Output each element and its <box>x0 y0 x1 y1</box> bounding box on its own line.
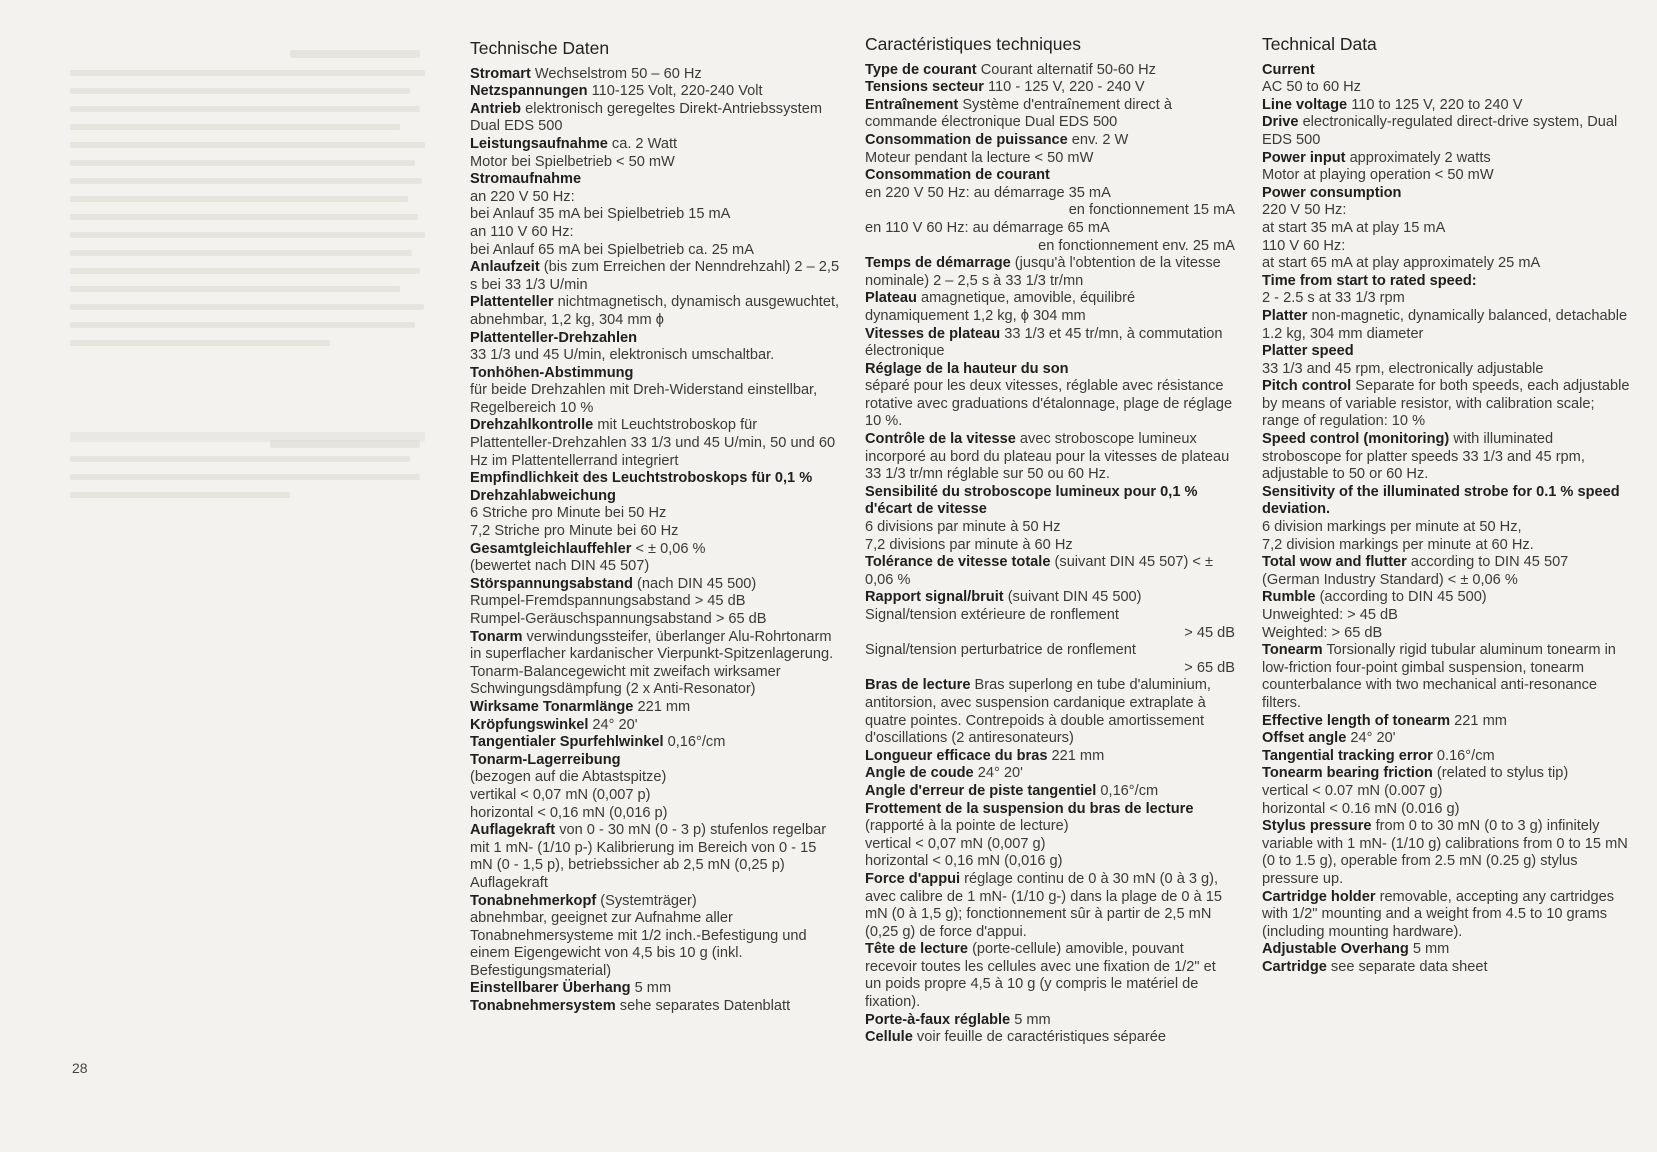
spec-entry <box>865 589 1235 607</box>
spec-value-line: en fonctionnement env. 25 mA <box>1038 237 1235 254</box>
spec-entry <box>470 101 840 136</box>
spec-entry <box>470 822 840 892</box>
spec-value-line: Moteur pendant la lecture < 50 mW <box>865 149 1094 166</box>
spec-entry <box>1262 554 1632 572</box>
spec-entry <box>865 361 1235 379</box>
spec-key: Plattenteller <box>470 294 554 311</box>
spec-entry <box>865 765 1235 783</box>
spec-entry <box>865 554 1235 589</box>
spec-value-line: (German Industry Standard) < ± 0,06 % <box>1262 571 1518 588</box>
spec-entry <box>1262 431 1632 484</box>
spec-key: Plattenteller-Drehzahlen <box>470 329 638 346</box>
spec-key: Rumble <box>1262 589 1316 606</box>
spec-key: Kröpfungswinkel <box>470 716 589 733</box>
spec-value: removable, accepting any cartridges with 1/2" mounting and a weight from 4.5 to 10 grams (including mounting hardware). <box>1262 888 1615 940</box>
spec-value: 24° 20' <box>1346 730 1396 747</box>
spec-key: Tangential tracking error <box>1262 747 1433 764</box>
spec-key: Tangentialer Spurfehlwinkel <box>470 734 664 751</box>
spec-key: Stromaufnahme <box>470 171 582 188</box>
spec-entry <box>1262 959 1632 977</box>
spec-value-line: bei Anlauf 65 mA bei Spielbetrieb ca. 25 mA <box>470 241 754 258</box>
spec-value-line: vertical < 0.07 mN (0.007 g) <box>1262 782 1443 799</box>
spec-key: Leistungsaufnahme <box>470 135 608 152</box>
spec-value: elektronisch geregeltes Direkt-Antriebssystem Dual EDS 500 <box>470 100 822 135</box>
spec-value-line: 7,2 division markings per minute at 60 Hz. <box>1262 536 1534 553</box>
spec-entry <box>470 541 840 559</box>
spec-value: (suivant DIN 45 507) < ± 0,06 % <box>865 554 1214 588</box>
spec-entry <box>1262 97 1632 115</box>
column-title: Technische Daten <box>470 38 610 58</box>
spec-value: 24° 20' <box>973 765 1023 782</box>
spec-value-line: Motor at playing operation < 50 mW <box>1262 167 1494 184</box>
spec-value: (nach DIN 45 500) <box>632 575 757 592</box>
spec-value: Separate for both speeds, each adjustable by means of variable resistor, with calibration scale; range of regulation: 10 % <box>1262 378 1630 430</box>
spec-key: Angle de coude <box>865 765 974 782</box>
spec-value-line: bei Anlauf 35 mA bei Spielbetrieb 15 mA <box>470 206 731 223</box>
spec-value: 5 mm <box>1010 1011 1051 1028</box>
spec-entry <box>470 752 840 770</box>
spec-entry <box>865 290 1235 325</box>
spec-entry <box>1262 308 1632 343</box>
spec-key: Entraînement <box>865 96 959 113</box>
spec-value: verwindungssteifer, überlanger Alu-Rohrtonarm in superflacher kardanischer Vierpunkt-Spitzenlagerung. Tonarm-Balancegewicht mit zweifach wirksamer Schwingungsdämpfung (2 x Anti-Resonator) <box>470 628 834 698</box>
spec-entry <box>1262 273 1632 291</box>
spec-key: Sensibilité du stroboscope lumineux pour 0,1 % d'écart de vitesse <box>865 483 1198 518</box>
spec-entry <box>1262 889 1632 942</box>
spec-entry <box>865 255 1235 290</box>
spec-entry <box>1262 642 1632 712</box>
spec-key: Empfindlichkeit des Leuchtstroboskops für 0,1 % Drehzahlabweichung <box>470 470 813 504</box>
column-title: Caractéristiques techniques <box>865 34 1081 54</box>
spec-key: Cartridge <box>1262 958 1327 975</box>
spec-entry <box>865 431 1235 484</box>
spec-entry <box>865 484 1235 519</box>
spec-key: Platter speed <box>1262 343 1354 360</box>
spec-value: from 0 to 30 mN (0 to 3 g) infinitely variable with 1 mN- (1/10 g) calibrations from 0 to 15 mN (0 to 1.5 g), operable from 2.5 mN (0.25 g) stylus pressure up. <box>1262 818 1628 887</box>
spec-value: with illuminated stroboscope for platter speeds 33 1/3 and 45 rpm, adjustable to 50 or 60 Hz. <box>1262 431 1585 483</box>
spec-key: Porte-à-faux réglable <box>865 1011 1011 1028</box>
spec-key: Force d'appui <box>865 870 961 887</box>
spec-entry <box>1262 748 1632 766</box>
spec-value: von 0 - 30 mN (0 - 3 p) stufenlos regelbar mit 1 mN- (1/10 p-) Kalibrierung im Bereich von 0 - 15 mN (0 - 1,5 p), betriebssicher ab 2,5 mN (0,25 p) Auflagekraft <box>470 822 827 891</box>
spec-value: sehe separates Datenblatt <box>615 998 791 1015</box>
spec-key: Drive <box>1262 114 1299 131</box>
spec-entry <box>1262 62 1632 80</box>
spec-entry <box>865 941 1235 1011</box>
spec-value: réglage continu de 0 à 30 mN (0 à 3 g), avec calibre de 1 mN- (1/10 g-) dans la plage de 0 à 15 mN (0 à 1,5 g); fonctionnement sûr à partir de 2,5 mN (0,25 g) de force d'appui. <box>865 870 1222 940</box>
spec-key: Time from start to rated speed: <box>1262 272 1477 289</box>
spec-entry <box>470 998 840 1016</box>
spec-entry <box>1262 818 1632 888</box>
spec-value: see separate data sheet <box>1326 958 1488 975</box>
spec-entry <box>865 132 1235 150</box>
spec-entry <box>470 717 840 735</box>
spec-key: Rapport signal/bruit <box>865 589 1004 606</box>
spec-key: Effective length of tonearm <box>1262 712 1451 729</box>
spec-key: Tonarm-Lagerreibung <box>470 751 621 768</box>
spec-value: 110-125 Volt, 220-240 Volt <box>587 83 763 100</box>
spec-entry <box>470 136 840 154</box>
spec-entry <box>470 83 840 101</box>
spec-key: Sensitivity of the illuminated strobe for 0.1 % speed deviation. <box>1262 483 1620 518</box>
spec-value-line: (bewertet nach DIN 45 507) <box>470 558 650 575</box>
spec-value-line: > 45 dB <box>1184 624 1235 641</box>
spec-value: 0,16°/cm <box>663 734 726 751</box>
spec-key: Bras de lecture <box>865 677 971 694</box>
spec-value: Torsionally rigid tubular aluminum tonearm in low-friction four-point gimbal suspension, tonearm counterbalance with two mechanical anti-resonance filters. <box>1262 642 1616 711</box>
spec-key: Consommation de puissance <box>865 131 1068 148</box>
spec-key: Offset angle <box>1262 730 1347 747</box>
spec-value-line: 7,2 Striche pro Minute bei 60 Hz <box>470 523 679 540</box>
spec-entry <box>865 1012 1235 1030</box>
spec-value: (suivant DIN 45 500) <box>1003 589 1142 606</box>
spec-key: Type de courant <box>865 61 977 78</box>
spec-value: (related to stylus tip) <box>1432 765 1569 782</box>
spec-key: Drehzahlkontrolle <box>470 417 594 434</box>
spec-key: Speed control (monitoring) <box>1262 431 1450 448</box>
spec-value-line: horizontal < 0.16 mN (0.016 g) <box>1262 800 1460 817</box>
spec-key: Longueur efficace du bras <box>865 747 1048 764</box>
spec-key: Pitch control <box>1262 378 1352 395</box>
spec-key: Tonarm <box>470 628 523 645</box>
spec-value: 24° 20' <box>588 716 638 733</box>
spec-key: Tonearm bearing friction <box>1262 765 1433 782</box>
spec-key: Anlaufzeit <box>470 259 540 276</box>
spec-value: voir feuille de caractéristiques séparée <box>912 1029 1166 1046</box>
spec-entry <box>865 1029 1235 1047</box>
spec-entry <box>1262 114 1632 149</box>
spec-value-line: Motor bei Spielbetrieb < 50 mW <box>470 153 675 170</box>
spec-entry <box>470 734 840 752</box>
spec-key: Power consumption <box>1262 184 1402 201</box>
column-english <box>1262 36 1632 976</box>
spec-key: Plateau <box>865 290 917 307</box>
spec-entry <box>865 871 1235 941</box>
spec-key: Netzspannungen <box>470 83 588 100</box>
spec-key: Consommation de courant <box>865 167 1050 184</box>
column-german <box>470 40 840 1016</box>
spec-value: env. 2 W <box>1067 131 1129 148</box>
spec-value: 33 1/3 et 45 tr/mn, à commutation électronique <box>865 325 1223 360</box>
spec-value-line: Rumpel-Geräuschspannungsabstand > 65 dB <box>470 611 767 627</box>
spec-key: Stylus pressure <box>1262 818 1372 835</box>
spec-value-line: vertical < 0,07 mN (0,007 g) <box>865 835 1046 852</box>
spec-value-line: horizontal < 0,16 mN (0,016 p) <box>470 804 668 821</box>
spec-key: Frottement de la suspension du bras de lecture <box>865 800 1194 817</box>
spec-value: electronically-regulated direct-drive system, Dual EDS 500 <box>1262 114 1618 148</box>
page-number: 28 <box>72 1060 88 1076</box>
spec-value: amagnetique, amovible, équilibré dynamiquement 1,2 kg, ϕ 304 mm <box>865 290 1136 324</box>
column-title: Technical Data <box>1262 34 1377 54</box>
spec-key: Current <box>1262 61 1315 78</box>
spec-value: avec stroboscope lumineux incorporé au bord du plateau pour la vitesses de plateau 33 1/3 tr/mn réglable sur 50 ou 60 Hz. <box>865 431 1230 483</box>
faded-previous-page-column <box>70 40 430 1040</box>
spec-value: 5 mm <box>1408 941 1450 958</box>
spec-key: Wirksame Tonarmlänge <box>470 698 634 715</box>
spec-entry <box>470 893 840 911</box>
column-french <box>865 36 1235 1047</box>
spec-value-line: Rumpel-Fremdspannungsabstand > 45 dB <box>470 593 746 610</box>
spec-value-line: 6 division markings per minute at 50 Hz, <box>1262 519 1522 536</box>
spec-entry <box>470 699 840 717</box>
spec-value: (according to DIN 45 500) <box>1315 589 1487 606</box>
spec-key: Cartridge holder <box>1262 888 1376 905</box>
spec-entry <box>865 783 1235 801</box>
spec-value-line: Signal/tension extérieure de ronflement <box>865 607 1119 623</box>
spec-entry <box>470 171 840 189</box>
spec-value-line: 33 1/3 and 45 rpm, electronically adjustable <box>1262 360 1544 377</box>
spec-key: Line voltage <box>1262 96 1348 113</box>
spec-key: Adjustable Overhang <box>1262 941 1409 958</box>
spec-entry <box>1262 765 1632 783</box>
spec-key: Vitesses de plateau <box>865 325 1001 342</box>
spec-key: Cellule <box>865 1029 913 1046</box>
spec-value: 110 - 125 V, 220 - 240 V <box>983 79 1145 96</box>
spec-key: Antrieb <box>470 100 522 117</box>
spec-value: < ± 0,06 % <box>631 540 706 557</box>
spec-value: (bis zum Erreichen der Nenndrehzahl) 2 – 2,5 s bei 33 1/3 U/min <box>470 259 840 293</box>
spec-value: (jusqu'à l'obtention de la vitesse nominale) 2 – 2,5 s à 33 1/3 tr/mn <box>865 255 1221 289</box>
spec-entry <box>470 470 840 505</box>
spec-value-line: 110 V 60 Hz: <box>1262 237 1346 254</box>
spec-key: Temps de démarrage <box>865 255 1011 272</box>
spec-value: according to DIN 45 507 <box>1406 554 1569 571</box>
spec-key: Platter <box>1262 307 1308 324</box>
spec-key: Gesamtgleichlauffehler <box>470 540 632 557</box>
spec-key: Auflagekraft <box>470 822 556 839</box>
spec-value-line: en fonctionnement 15 mA <box>1068 202 1235 219</box>
spec-value: Système d'entraînement direct à commande électronique Dual EDS 500 <box>865 96 1172 131</box>
spec-value-line: en 220 V 50 Hz: au démarrage 35 mA <box>865 184 1111 201</box>
spec-value: 0,16°/cm <box>1096 782 1159 799</box>
spec-entry <box>470 259 840 294</box>
spec-value-line: > 65 dB <box>1184 659 1235 676</box>
spec-entry <box>470 294 840 329</box>
spec-entry <box>1262 941 1632 959</box>
spec-key: Tolérance de vitesse totale <box>865 554 1051 571</box>
spec-entry <box>470 365 840 383</box>
spec-value: non-magnetic, dynamically balanced, detachable 1.2 kg, 304 mm diameter <box>1262 307 1628 342</box>
spec-value-line: (bezogen auf die Abtastspitze) <box>470 769 667 786</box>
spec-value: nichtmagnetisch, dynamisch ausgewuchtet, abnehmbar, 1,2 kg, 304 mm ϕ <box>470 294 840 328</box>
spec-key: Total wow and flutter <box>1262 554 1407 571</box>
spec-key: Contrôle de la vitesse <box>865 431 1016 448</box>
spec-value-line: 6 divisions par minute à 50 Hz <box>865 519 1061 536</box>
spec-value: 5 mm <box>630 980 672 997</box>
spec-value: Wechselstrom 50 – 60 Hz <box>530 65 702 82</box>
spec-value: (Systemträger) <box>596 892 697 909</box>
spec-entry <box>470 629 840 699</box>
spec-value: mit Leuchtstroboskop für Plattenteller-Drehzahlen 33 1/3 und 45 U/min, 50 und 60 Hz im Plattentellerrand integriert <box>470 417 836 469</box>
spec-value-line: 2 - 2.5 s at 33 1/3 rpm <box>1262 290 1405 307</box>
spec-value-line: séparé pour les deux vitesses, réglable avec résistance rotative avec graduations d'étalonnage, plage de réglage 10 %. <box>865 378 1233 430</box>
spec-entry <box>865 79 1235 97</box>
spec-value: 221 mm <box>1450 712 1507 729</box>
spec-value-line: 7,2 divisions par minute à 60 Hz <box>865 536 1073 553</box>
spec-value: Bras superlong en tube d'aluminium, antitorsion, avec suspension cardanique extraplate à quatre pointes. Contrepoids à double amortissement d'oscillations (2 antiresonateurs) <box>865 677 1211 747</box>
spec-key: Stromart <box>470 65 531 82</box>
spec-value-line: horizontal < 0,16 mN (0,016 g) <box>865 853 1063 870</box>
spec-entry <box>1262 150 1632 168</box>
spec-entry <box>1262 730 1632 748</box>
spec-entry <box>865 167 1235 185</box>
spec-value: (porte-cellule) amovible, pouvant recevoir toutes les cellules avec une fixation de 1/2" et un poids propre 4,5 à 10 g (y compris le matériel de fixation). <box>865 941 1216 1011</box>
spec-key: Angle d'erreur de piste tangentiel <box>865 782 1097 799</box>
spec-entry <box>1262 185 1632 203</box>
spec-entry <box>865 677 1235 747</box>
spec-value: 221 mm <box>1047 747 1105 764</box>
spec-entry <box>1262 378 1632 431</box>
spec-value-line: AC 50 to 60 Hz <box>1262 79 1361 96</box>
spec-key: Power input <box>1262 149 1346 166</box>
spec-value-line: für beide Drehzahlen mit Dreh-Widerstand einstellbar, Regelbereich 10 % <box>470 382 818 416</box>
spec-entry <box>865 62 1235 80</box>
spec-value: Courant alternatif 50-60 Hz <box>976 61 1156 78</box>
spec-entry <box>865 326 1235 361</box>
spec-key: Réglage de la hauteur du son <box>865 360 1069 377</box>
spec-value-line: Weighted: > 65 dB <box>1262 624 1383 641</box>
spec-value-line: Signal/tension perturbatrice de ronflement <box>865 642 1136 659</box>
spec-key: Tonabnehmerkopf <box>470 892 597 909</box>
spec-key: Störspannungsabstand <box>470 575 633 592</box>
spec-value: 110 to 125 V, 220 to 240 V <box>1347 96 1523 113</box>
spec-entry <box>470 66 840 84</box>
spec-entry <box>865 748 1235 766</box>
spec-value-line: Unweighted: > 45 dB <box>1262 607 1398 623</box>
spec-entry <box>865 97 1235 132</box>
spec-entry <box>470 980 840 998</box>
spec-value-line: at start 65 mA at play approximately 25 mA <box>1262 255 1541 272</box>
spec-value: approximately 2 watts <box>1345 149 1491 166</box>
spec-value-line: abnehmbar, geeignet zur Aufnahme aller Tonabnehmersysteme mit 1/2 inch.-Befestigung und einem Eigengewicht von 4,5 bis 10 g (inkl. Befestigungsmaterial) <box>470 910 807 979</box>
spec-value-line: an 110 V 60 Hz: <box>470 223 574 240</box>
spec-value: 0.16°/cm <box>1432 747 1495 764</box>
spec-key: Tonabnehmersystem <box>470 998 616 1015</box>
spec-value-line: 6 Striche pro Minute bei 50 Hz <box>470 505 667 522</box>
spec-entry <box>1262 484 1632 519</box>
spec-entry <box>1262 343 1632 361</box>
spec-value-line: an 220 V 50 Hz: <box>470 188 575 205</box>
spec-key: Einstellbarer Überhang <box>470 980 631 997</box>
spec-key: Tonhöhen-Abstimmung <box>470 364 634 381</box>
spec-entry <box>1262 589 1632 607</box>
spec-entry <box>1262 713 1632 731</box>
spec-key: Tonearm <box>1262 642 1323 659</box>
spec-key: Tête de lecture <box>865 941 969 958</box>
spec-value-line: (rapporté à la pointe de lecture) <box>865 818 1069 835</box>
spec-entry <box>470 576 840 594</box>
spec-entry <box>470 330 840 348</box>
spec-value-line: vertikal < 0,07 mN (0,007 p) <box>470 786 651 803</box>
spec-value: ca. 2 Watt <box>607 135 678 152</box>
spec-value-line: 33 1/3 und 45 U/min, elektronisch umschaltbar. <box>470 347 775 364</box>
spec-entry <box>865 801 1235 819</box>
spec-key: Tensions secteur <box>865 79 984 96</box>
spec-value-line: en 110 V 60 Hz: au démarrage 65 mA <box>865 219 1110 236</box>
spec-value-line: at start 35 mA at play 15 mA <box>1262 219 1446 236</box>
spec-value-line: 220 V 50 Hz: <box>1262 202 1347 219</box>
spec-value: 221 mm <box>633 698 691 715</box>
spec-entry <box>470 417 840 470</box>
